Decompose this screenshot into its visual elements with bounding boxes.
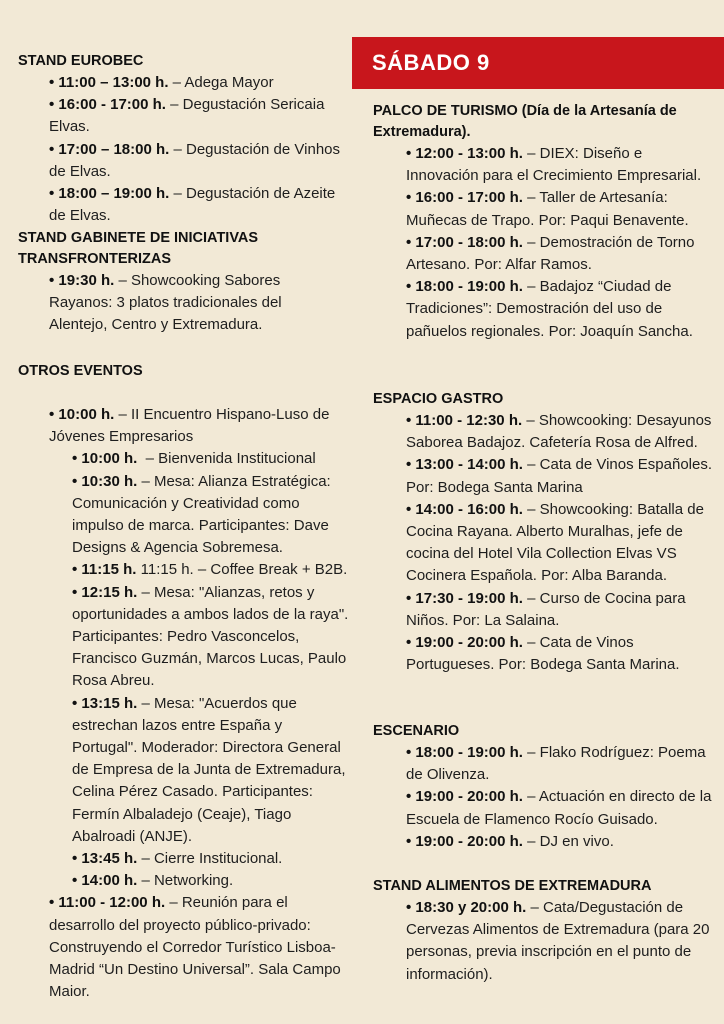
event-item xyxy=(406,632,713,676)
event-item xyxy=(406,786,713,830)
section-espacio-gastro xyxy=(373,389,713,676)
event-time: • 11:00 - 12:00 h. xyxy=(49,894,166,912)
event-item xyxy=(406,897,713,986)
event-text: – Cata de Vinos Españoles. Por: Bodega Santa Marina xyxy=(406,456,713,496)
section-heading: PALCO DE TURISMO (Día de la Artesanía de Extremadura). xyxy=(373,103,677,140)
day-banner: SÁBADO 9 xyxy=(352,37,724,89)
event-text: – Reunión para el desarrollo del proyecto público-privado: Construyendo el Corredor Turístico Lisboa-Madrid “Un Destino Universal”. Sala Campo Maior. xyxy=(49,894,341,1001)
section-palco-turismo xyxy=(373,101,713,343)
event-time: • 10:00 h. xyxy=(72,450,138,468)
event-item xyxy=(18,892,350,1003)
event-text: – Cata/Degustación de Cervezas Alimentos de Extremadura (para 20 personas, previa inscripción en el punto de información). xyxy=(406,899,710,983)
event-text: – Bienvenida Institucional xyxy=(137,450,316,468)
event-time: • 16:00 - 17:00 h. xyxy=(49,96,166,114)
event-text: – Curso de Cocina para Niños. Por: La Salaina. xyxy=(406,589,686,629)
event-time: • 17:30 - 19:00 h. xyxy=(406,589,523,607)
event-list xyxy=(18,404,350,1003)
event-text: – Degustación Sericaia Elvas. xyxy=(49,96,325,136)
event-time: • 10:30 h. xyxy=(72,472,138,490)
sub-event-item xyxy=(72,848,350,870)
event-text: – Cierre Institucional. xyxy=(137,850,283,868)
event-time: • 19:30 h. xyxy=(49,272,115,289)
event-time: • 16:00 - 17:00 h. xyxy=(406,189,523,207)
event-list xyxy=(18,72,348,227)
event-time: • 11:15 h. xyxy=(72,561,137,579)
event-time: • 19:00 - 20:00 h. xyxy=(406,788,523,806)
event-time: • 12:15 h. xyxy=(72,583,138,601)
section-stand-alimentos xyxy=(373,876,713,986)
event-time: • 18:30 y 20:00 h. xyxy=(406,899,527,916)
event-text: – DJ en vivo. xyxy=(522,832,614,850)
event-text: – Badajoz “Ciudad de Tradiciones”: Demostración del uso de pañuelos regionales. Por: Joaquín Sancha. xyxy=(406,278,693,340)
event-time: • 13:15 h. xyxy=(72,694,138,712)
event-item xyxy=(406,143,713,187)
event-list xyxy=(373,143,713,343)
event-time: • 12:00 - 13:00 h. xyxy=(406,145,523,162)
event-time: • 10:00 h. xyxy=(49,406,115,423)
event-text: – Mesa: Alianza Estratégica: Comunicación y Creatividad como impulso de marca. Participantes: Dave Designs & Agencia Sobremesa. xyxy=(72,472,331,557)
event-text: – Showcooking: Desayunos Saborea Badajoz. Cafetería Rosa de Alfred. xyxy=(406,412,712,452)
event-time: • 13:45 h. xyxy=(72,850,138,868)
event-text: – Demostración de Torno Artesano. Por: Alfar Ramos. xyxy=(406,233,695,274)
sub-event-list xyxy=(18,448,350,892)
sub-event-item xyxy=(72,693,350,848)
event-time: • 17:00 – 18:00 h. xyxy=(49,140,170,158)
section-stand-eurobec xyxy=(18,51,348,227)
section-heading: OTROS EVENTOS xyxy=(18,363,143,379)
event-time: • 14:00 - 16:00 h. xyxy=(406,500,523,518)
event-item xyxy=(406,276,713,343)
event-text: – Showcooking: Batalla de Cocina Rayana. Alberto Muralhas, jefe de cocina del Hotel Vila Collection Elvas VS Cocinera Española. Por: Alba Baranda. xyxy=(406,500,704,585)
sub-event-item xyxy=(72,471,350,560)
event-text: – Degustación de Vinhos de Elvas. xyxy=(49,140,341,180)
section-heading: STAND EUROBEC xyxy=(18,53,144,69)
event-time: • 14:00 h. xyxy=(72,872,138,890)
event-item xyxy=(406,831,713,853)
event-list xyxy=(373,410,713,676)
event-text: – Showcooking Sabores Rayanos: 3 platos tradicionales del Alentejo, Centro y Extremadura. xyxy=(49,272,282,334)
event-time: • 19:00 - 20:00 h. xyxy=(406,832,523,850)
event-item xyxy=(406,232,713,276)
event-list xyxy=(18,270,318,337)
event-text: – Adega Mayor xyxy=(168,74,274,91)
sub-event-item xyxy=(72,870,350,892)
event-text: – Degustación de Azeite de Elvas. xyxy=(49,185,336,225)
event-item xyxy=(18,94,348,138)
event-text: – Flako Rodríguez: Poema de Olivenza. xyxy=(406,744,706,784)
event-time: • 13:00 - 14:00 h. xyxy=(406,456,523,474)
event-item xyxy=(406,588,713,632)
sub-event-item xyxy=(72,448,350,470)
event-time: • 11:00 - 12:30 h. xyxy=(406,412,523,429)
event-item xyxy=(406,410,713,454)
event-item xyxy=(406,499,713,588)
event-item xyxy=(406,187,713,231)
sub-event-item xyxy=(72,559,350,581)
event-text: – Mesa: "Alianzas, retos y oportunidades a ambos lados de la raya". Participantes: Pedro Vasconcelos, Francisco Guzmán, Marcos Lucas, Paulo Rosa Abreu. xyxy=(72,583,349,690)
event-text: – Actuación en directo de la Escuela de Flamenco Rocío Guisado. xyxy=(406,788,712,828)
event-time: • 19:00 - 20:00 h. xyxy=(406,634,523,652)
event-text: – Mesa: "Acuerdos que estrechan lazos entre España y Portugal". Moderador: Directora General de Empresa de la Junta de Extremadura, Celina Pérez Casado. Participantes: Fermín Albaladejo (Ceaje), Tiago Abalroadi (ANJE). xyxy=(72,694,346,845)
event-text: – Taller de Artesanía: Muñecas de Trapo. Por: Paqui Benavente. xyxy=(406,189,689,229)
event-list xyxy=(373,897,713,986)
section-stand-gabinete xyxy=(18,228,318,337)
event-time: • 18:00 - 19:00 h. xyxy=(406,278,523,296)
event-text: – Cata de Vinos Portugueses. Por: Bodega Santa Marina. xyxy=(406,634,680,674)
sub-event-item xyxy=(72,582,350,693)
event-text: – DIEX: Diseño e Innovación para el Crecimiento Empresarial. xyxy=(406,145,702,185)
section-heading: STAND GABINETE DE INICIATIVAS TRANSFRONTERIZAS xyxy=(18,230,259,267)
section-escenario xyxy=(373,721,713,853)
event-time: • 17:00 - 18:00 h. xyxy=(406,233,523,251)
event-time: • 18:00 – 19:00 h. xyxy=(49,185,170,203)
section-heading: STAND ALIMENTOS DE EXTREMADURA xyxy=(373,878,652,894)
event-item xyxy=(406,454,713,498)
event-item xyxy=(406,742,713,786)
event-text: 11:15 h. – Coffee Break + B2B. xyxy=(136,561,348,579)
event-item xyxy=(18,139,348,183)
event-list xyxy=(373,742,713,853)
section-otros-eventos xyxy=(18,361,350,1003)
event-text: – Networking. xyxy=(137,872,234,890)
section-heading: ESPACIO GASTRO xyxy=(373,391,504,407)
event-item xyxy=(18,72,348,94)
event-item xyxy=(18,183,348,227)
event-text: – II Encuentro Hispano-Luso de Jóvenes Empresarios xyxy=(49,406,330,446)
event-item xyxy=(18,404,350,448)
event-item xyxy=(18,270,318,337)
event-time: • 18:00 - 19:00 h. xyxy=(406,744,523,761)
section-heading: ESCENARIO xyxy=(373,723,460,739)
event-time: • 11:00 – 13:00 h. xyxy=(49,74,169,91)
